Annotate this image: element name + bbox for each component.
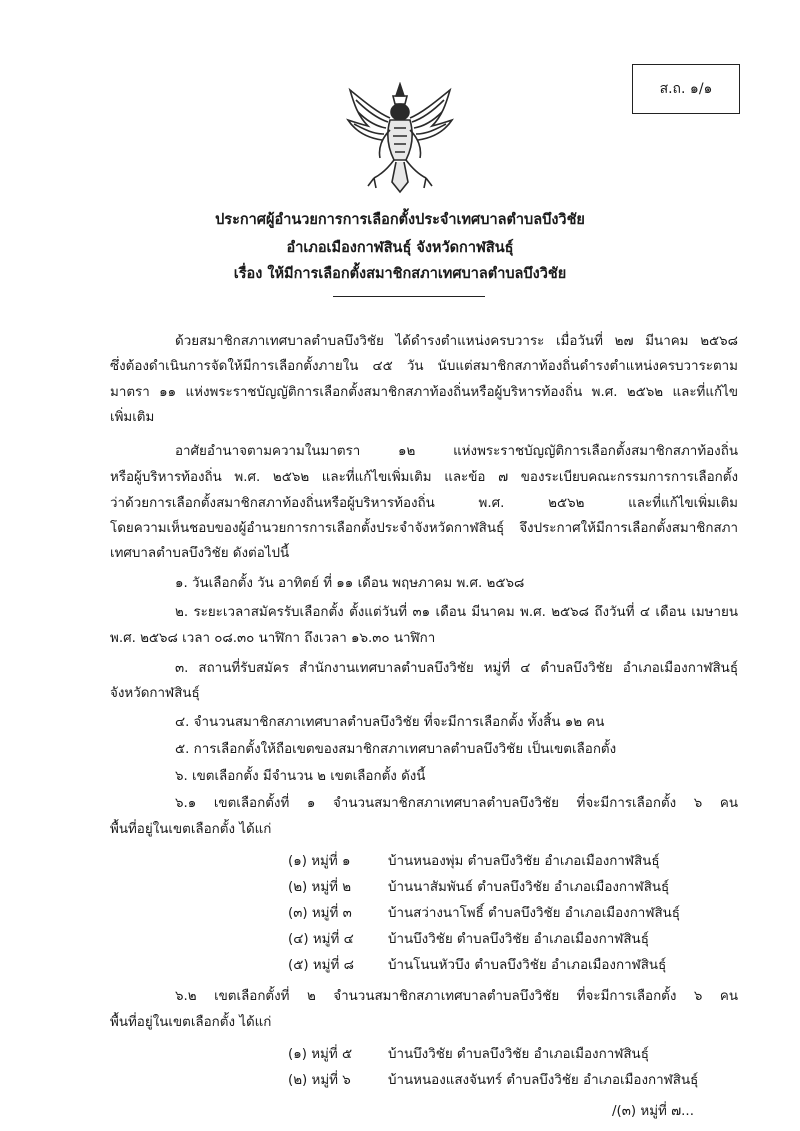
para2-line-4: โดยความเห็นชอบของผู้อำนวยการการเลือกตั้งประจำจังหวัดกาฬสินธุ์ จึงประกาศให้มีการเลือกตั้งสมาชิกสภา — [110, 521, 738, 536]
item-1: ๑. วันเลือกตั้ง วัน อาทิตย์ ที่ ๑๑ เดือน พฤษภาคม พ.ศ. ๒๕๖๘ — [175, 576, 525, 591]
item-6: ๖. เขตเลือกตั้ง มีจำนวน ๒ เขตเลือกตั้ง ดังนี้ — [175, 769, 426, 784]
zone2-village-2-name: บ้านหนองแสงจันทร์ ตำบลบึงวิชัย อำเภอเมืองกาฬสินธุ์ — [388, 1073, 699, 1088]
para1-line-2: ซึ่งต้องดำเนินการจัดให้มีการเลือกตั้งภายใน ๔๕ วัน นับแต่สมาชิกสภาท้องถิ่นดำรงตำแหน่งครบวาระตาม — [110, 359, 738, 374]
continuation-note: /(๓) หมู่ที่ ๗... — [612, 1104, 694, 1119]
zone1-village-1-no: (๑) หมู่ที่ ๑ — [288, 854, 351, 869]
zone2-heading-line-1: ๖.๒ เขตเลือกตั้งที่ ๒ จำนวนสมาชิกสภาเทศบาลตำบลบึงวิชัย ที่จะมีการเลือกตั้ง ๖ คน — [175, 989, 738, 1004]
zone1-village-5-name: บ้านโนนหัวบึง ตำบลบึงวิชัย อำเภอเมืองกาฬสินธุ์ — [388, 958, 667, 973]
para2-line-5: เทศบาลตำบลบึงวิชัย ดังต่อไปนี้ — [110, 546, 290, 561]
zone1-village-3-name: บ้านสว่างนาโพธิ์ ตำบลบึงวิชัย อำเภอเมืองกาฬสินธุ์ — [388, 906, 680, 921]
form-code-box — [632, 64, 740, 114]
para2-line-3: ว่าด้วยการเลือกตั้งสมาชิกสภาท้องถิ่นหรือผู้บริหารท้องถิ่น พ.ศ. ๒๕๖๒ และที่แก้ไขเพิ่มเติม — [110, 496, 738, 511]
zone2-heading-line-2: พื้นที่อยู่ในเขตเลือกตั้ง ได้แก่ — [110, 1015, 272, 1030]
item-3-line-2: จังหวัดกาฬสินธุ์ — [110, 686, 200, 701]
zone1-village-4-name: บ้านบึงวิชัย ตำบลบึงวิชัย อำเภอเมืองกาฬสินธุ์ — [388, 932, 649, 947]
item-3-line-1: ๓. สถานที่รับสมัคร สำนักงานเทศบาลตำบลบึงวิชัย หมู่ที่ ๔ ตำบลบึงวิชัย อำเภอเมืองกาฬสินธุ์ — [175, 661, 738, 676]
zone1-village-4-no: (๔) หมู่ที่ ๔ — [288, 932, 354, 947]
form-code: ส.ถ. ๑/๑ — [659, 81, 713, 97]
item-2-line-2: พ.ศ. ๒๕๖๘ เวลา ๐๘.๓๐ นาฬิกา ถึงเวลา ๑๖.๓๐ นาฬิกา — [110, 631, 436, 646]
zone1-village-5-no: (๕) หมู่ที่ ๘ — [288, 958, 354, 973]
zone2-village-2-no: (๒) หมู่ที่ ๖ — [288, 1073, 351, 1088]
para1-line-1: ด้วยสมาชิกสภาเทศบาลตำบลบึงวิชัย ได้ดำรงตำแหน่งครบวาระ เมื่อวันที่ ๒๗ มีนาคม ๒๕๖๘ — [175, 334, 738, 349]
zone2-village-1-name: บ้านบึงวิชัย ตำบลบึงวิชัย อำเภอเมืองกาฬสินธุ์ — [388, 1047, 649, 1062]
zone2-village-1-no: (๑) หมู่ที่ ๕ — [288, 1047, 353, 1062]
zone1-village-3-no: (๓) หมู่ที่ ๓ — [288, 906, 352, 921]
para1-line-3: มาตรา ๑๑ แห่งพระราชบัญญัติการเลือกตั้งสมาชิกสภาท้องถิ่นหรือผู้บริหารท้องถิ่น พ.ศ. ๒๕๖๒ และที่แก้ไข — [110, 385, 738, 400]
title-divider — [333, 296, 485, 297]
zone1-village-2-no: (๒) หมู่ที่ ๒ — [288, 880, 352, 895]
zone1-heading-line-2: พื้นที่อยู่ในเขตเลือกตั้ง ได้แก่ — [110, 822, 272, 837]
title-line-3: เรื่อง ให้มีการเลือกตั้งสมาชิกสภาเทศบาลตำบลบึงวิชัย — [233, 266, 567, 282]
item-4: ๔. จำนวนสมาชิกสภาเทศบาลตำบลบึงวิชัย ที่จะมีการเลือกตั้ง ทั้งสิ้น ๑๒ คน — [175, 715, 605, 730]
item-2-line-1: ๒. ระยะเวลาสมัครรับเลือกตั้ง ตั้งแต่วันที่ ๓๑ เดือน มีนาคม พ.ศ. ๒๕๖๘ ถึงวันที่ ๔ เดือน เมษายน — [175, 605, 738, 620]
zone1-village-2-name: บ้านนาสัมพันธ์ ตำบลบึงวิชัย อำเภอเมืองกาฬสินธุ์ — [388, 880, 670, 895]
para2-line-2: หรือผู้บริหารท้องถิ่น พ.ศ. ๒๕๖๒ และที่แก้ไขเพิ่มเติม และข้อ ๗ ของระเบียบคณะกรรมการการเลือกตั้ง — [110, 470, 738, 485]
title-line-2: อำเภอเมืองกาฬสินธุ์ จังหวัดกาฬสินธุ์ — [286, 240, 514, 256]
para1-line-4: เพิ่มเติม — [110, 410, 155, 425]
para2-line-1: อาศัยอำนาจตามความในมาตรา ๑๒ แห่งพระราชบัญญัติการเลือกตั้งสมาชิกสภาท้องถิ่น — [175, 444, 738, 459]
item-5: ๕. การเลือกตั้งให้ถือเขตของสมาชิกสภาเทศบาลตำบลบึงวิชัย เป็นเขตเลือกตั้ง — [175, 742, 617, 757]
zone1-heading-line-1: ๖.๑ เขตเลือกตั้งที่ ๑ จำนวนสมาชิกสภาเทศบาลตำบลบึงวิชัย ที่จะมีการเลือกตั้ง ๖ คน — [175, 796, 738, 811]
title-line-1: ประกาศผู้อำนวยการการเลือกตั้งประจำเทศบาลตำบลบึงวิชัย — [215, 212, 585, 228]
garuda-emblem-icon — [338, 82, 462, 194]
zone1-village-1-name: บ้านหนองพุ่ม ตำบลบึงวิชัย อำเภอเมืองกาฬสินธุ์ — [388, 854, 660, 869]
